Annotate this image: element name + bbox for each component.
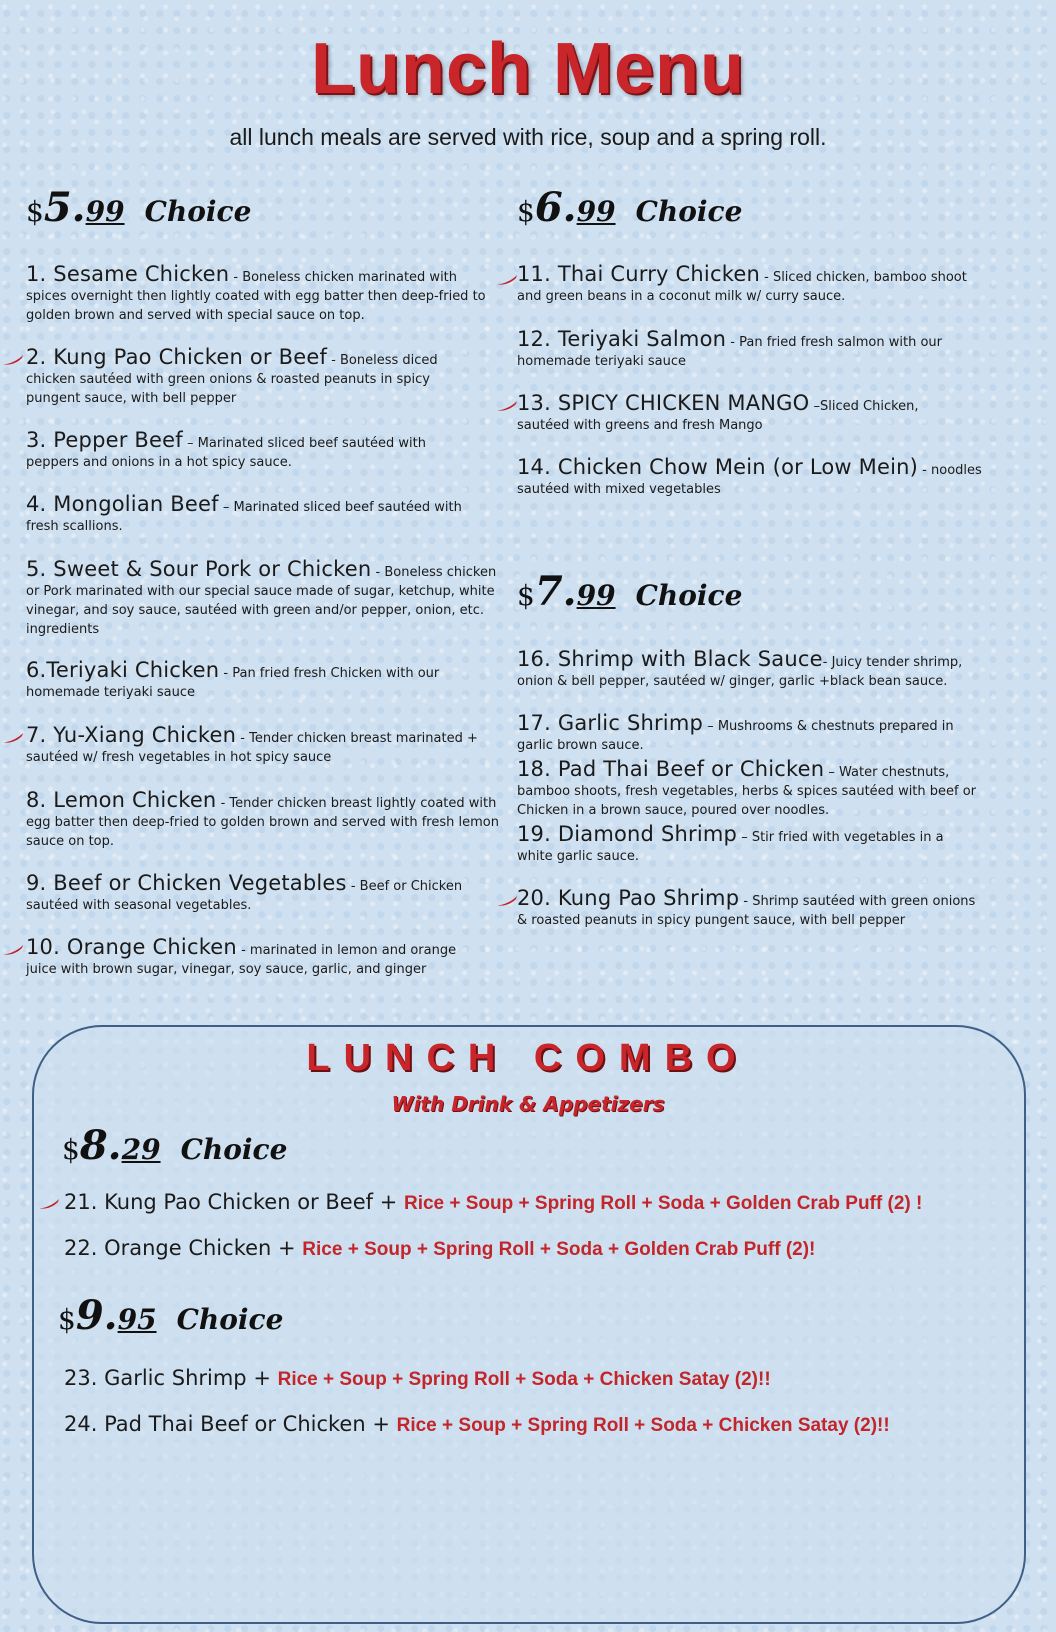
menu-subtitle: all lunch meals are served with rice, soup and a spring roll. [229,124,827,150]
menu-item: 19. Diamond Shrimp – Stir fried with vegetables in a white garlic sauce. [517,822,944,864]
menu-item: 18. Pad Thai Beef or Chicken – Water chestnuts, bamboo shoots, fresh vegetables, herbs & spices sautéed with beef or Chicken in a brown sauce, poured over noodles. [517,757,977,818]
menu-item: 3. Pepper Beef – Marinated sliced beef sautéed with peppers and onions in a hot spicy sauce. [26,428,427,470]
combo-item: 22. Orange Chicken + Rice + Soup + Spring Roll + Soda + Golden Crab Puff (2)! [64,1236,816,1260]
price-heading-599: $ 5. 99 Choice [26,184,252,231]
menu-item: 7. Yu-Xiang Chicken - Tender chicken breast marinated + sautéed w/ fresh vegetables in hot spicy sauce [26,723,478,765]
menu-item: 20. Kung Pao Shrimp - Shrimp sautéed with green onions & roasted peanuts in spicy pungent sauce, with bell pepper [517,886,976,928]
menu-item: 2. Kung Pao Chicken or Beef - Boneless diced chicken sautéed with green onions & roasted peanuts in spicy pungent sauce, with bell pepper [26,345,438,406]
chili-pepper-icon [38,1198,60,1210]
chili-pepper-icon [496,895,518,907]
chili-pepper-icon [2,732,24,744]
menu-item: 5. Sweet & Sour Pork or Chicken - Boneless chicken or Pork marinated with our special sauce made of sugar, ketchup, white vinegar, and soy sauce, sautéed with green and/or pepper, onion, etc. ingredients [26,557,497,637]
chili-pepper-icon [496,274,518,286]
combo-title: LUNCH COMBO [306,1037,750,1079]
chili-pepper-icon [2,944,24,956]
menu-item: 11. Thai Curry Chicken - Sliced chicken, bamboo shoot and green beans in a coconut milk w/ curry sauce. [517,262,967,304]
menu-item: 12. Teriyaki Salmon - Pan fried fresh salmon with our homemade teriyaki sauce [517,327,942,369]
menu-item: 17. Garlic Shrimp – Mushrooms & chestnuts prepared in garlic brown sauce. [517,711,954,753]
menu-item: 4. Mongolian Beef – Marinated sliced beef sautéed with fresh scallions. [26,492,462,534]
menu-item: 1. Sesame Chicken - Boneless chicken marinated with spices overnight then lightly coated with egg batter then deep-fried to golden brown and served with special sauce on top. [26,262,486,323]
chili-pepper-icon [2,354,24,366]
chili-pepper-icon [496,400,518,412]
combo-item: 23. Garlic Shrimp + Rice + Soup + Spring Roll + Soda + Chicken Satay (2)!! [64,1366,771,1390]
menu-item: 10. Orange Chicken - marinated in lemon and orange juice with brown sugar, vinegar, soy sauce, garlic, and ginger [26,935,457,977]
price-heading-799: $ 7. 99 Choice [517,568,743,615]
menu-item: 13. SPICY CHICKEN MANGO –Sliced Chicken, sautéed with greens and fresh Mango [517,391,919,433]
menu-item: 16. Shrimp with Black Sauce- Juicy tender shrimp, onion & bell pepper, sautéed w/ ginger, garlic +black bean sauce. [517,647,963,689]
price-heading-995: $ 9. 95 Choice [58,1292,284,1339]
combo-subtitle: With Drink & Appetizers [391,1092,665,1116]
menu-item: 6.Teriyaki Chicken - Pan fried fresh Chicken with our homemade teriyaki sauce [26,658,440,700]
menu-item: 8. Lemon Chicken - Tender chicken breast lightly coated with egg batter then deep-fried to golden brown and served with fresh lemon sauce on top. [26,788,499,849]
menu-title: Lunch Menu [311,29,745,109]
price-heading-829: $ 8. 29 Choice [62,1122,288,1169]
price-heading-699: $ 6. 99 Choice [517,184,743,231]
menu-item: 14. Chicken Chow Mein (or Low Mein) - noodles sautéed with mixed vegetables [517,455,982,497]
combo-item: 24. Pad Thai Beef or Chicken + Rice + Soup + Spring Roll + Soda + Chicken Satay (2)!! [64,1412,890,1436]
menu-item: 9. Beef or Chicken Vegetables - Beef or Chicken sautéed with seasonal vegetables. [26,871,463,913]
combo-item: 21. Kung Pao Chicken or Beef + Rice + Soup + Spring Roll + Soda + Golden Crab Puff (2) ! [64,1190,923,1214]
